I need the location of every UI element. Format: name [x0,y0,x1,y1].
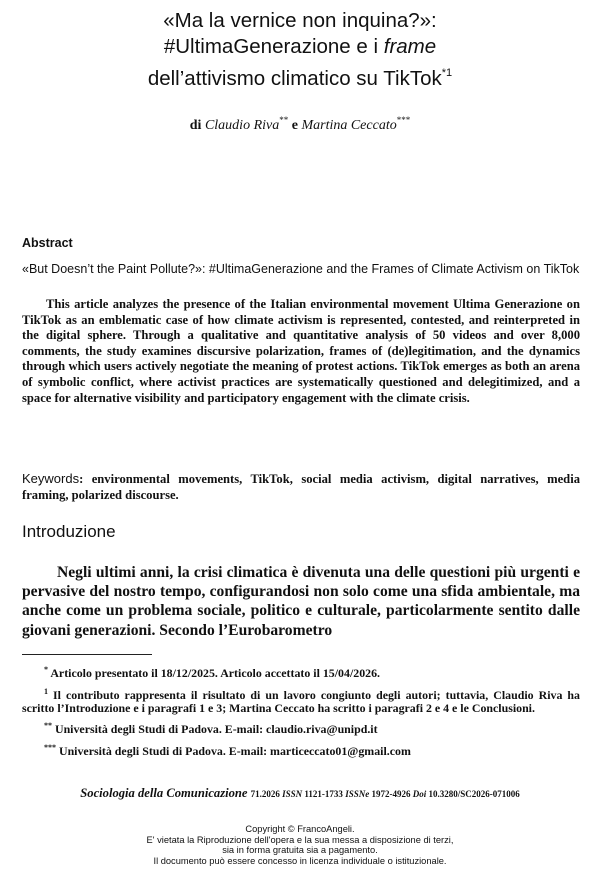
abstract-heading: Abstract [22,236,73,250]
footnotes [22,664,580,764]
footnote [22,664,580,680]
footnote-mark: 1 [44,686,48,696]
keywords-label: Keywords [22,471,80,486]
author-1: Claudio Riva [204,118,280,133]
title-emphasis: frame [383,35,437,58]
copyright-notice [0,824,600,866]
doi-label: Doi [412,789,427,799]
journal-issue: 71.2026 [250,789,280,799]
issn-value: 1121-1733 [304,789,343,799]
copyright-line-2: E' vietata la Riproduzione dell'opera e la sua messa a disposizione di terzi, [146,834,454,845]
footnote-mark: * [44,665,48,674]
title-line-3 [0,60,600,92]
journal-name: Sociologia della Comunicazione [80,786,248,800]
footnote-text: Articolo presentato il 18/12/2025. Articolo accettato il 15/04/2026. [50,666,381,680]
introduction-body: Negli ultimi anni, la crisi climatica è divenuta una delle questioni più urgenti e pervasive del nostro tempo, configurandosi non solo come una sfida ambientale, ma anche come un problema sociale, politico e culturale, particolarmente sentito dalle giovani generazioni. Secondo l’Eurobarometro [22,564,580,639]
copyright-line-1: Copyright © FrancoAngeli. [245,824,355,834]
title-line-2 [0,34,600,60]
author-2-mark: *** [396,115,411,125]
issne-label: ISSNe [345,789,370,799]
author-prefix: di [189,118,205,133]
title-footnote-mark: *1 [441,67,453,79]
author-joiner: e [288,118,302,133]
author-2: Martina Ceccato [301,118,397,133]
author-1-mark: ** [279,115,289,125]
footnote-text: Università degli Studi di Padova. E-mail: claudio.riva@unipd.it [54,722,378,737]
copyright-line-4: Il documento può essere concesso in licenza individuale o istituzionale. [153,855,447,866]
copyright-line-3: sia in forma gratuita sia a pagamento. [222,845,378,856]
footnote-divider [22,654,152,655]
footnote-text: Il contributo rappresenta il risultato di un lavoro congiunto degli autori; tuttavia, Claudio Riva ha scritto l’Introduzione e i paragrafi 1 e 3; Martina Ceccato ha scritto i paragrafi 2 e 4 e le Conclusioni. [22,687,580,715]
footnote [22,742,580,758]
title-line-1: «Ma la vernice non inquina?»: [163,9,437,32]
issn-label: ISSN [282,789,303,799]
introduction-heading: Introduzione [22,522,116,541]
abstract-body: This article analyzes the presence of the Italian environmental movement Ultima Generazione on TikTok as an emblematic case of how climate activism is represented, contested, and reinterpreted in the digital sphere. Through a qualitative and quantitative analysis of 50 videos and over 8,000 comments, the study examines discursive polarization, frames of (de)legitimation, and the dynamics through which users actively negotiate the meaning of protest actions. TikTok emerges as both an arena of symbolic conflict, where activist practices are systematically questioned and delegitimized, and a space for alternative visibility and participatory engagement with the climate crisis. [22,297,580,405]
footnote-text: Università degli Studi di Padova. E-mail: marticeccato01@gmail.com [58,744,411,759]
keywords [22,471,580,504]
footnote [22,686,580,715]
title-line-3-text: dell’attivismo climatico su TikTok [147,67,442,90]
footnote [22,720,580,736]
keywords-text: : environmental movements, TikTok, social media activism, digital narratives, media framing, polarized discourse. [22,472,580,502]
journal-citation [0,786,600,801]
journal-meta [251,789,520,799]
author-line [0,115,600,134]
footnote-mark: *** [44,743,56,753]
footnote-mark: ** [44,721,52,731]
abstract-english-title: «But Doesn’t the Paint Pollute?»: #UltimaGenerazione and the Frames of Climate Activism on TikTok [22,262,580,276]
doi-value: 10.3280/SC2026-071006 [428,789,520,799]
issne-value: 1972-4926 [371,789,411,799]
title-line-2-text: #UltimaGenerazione e i [163,35,384,58]
article-title [0,8,600,92]
